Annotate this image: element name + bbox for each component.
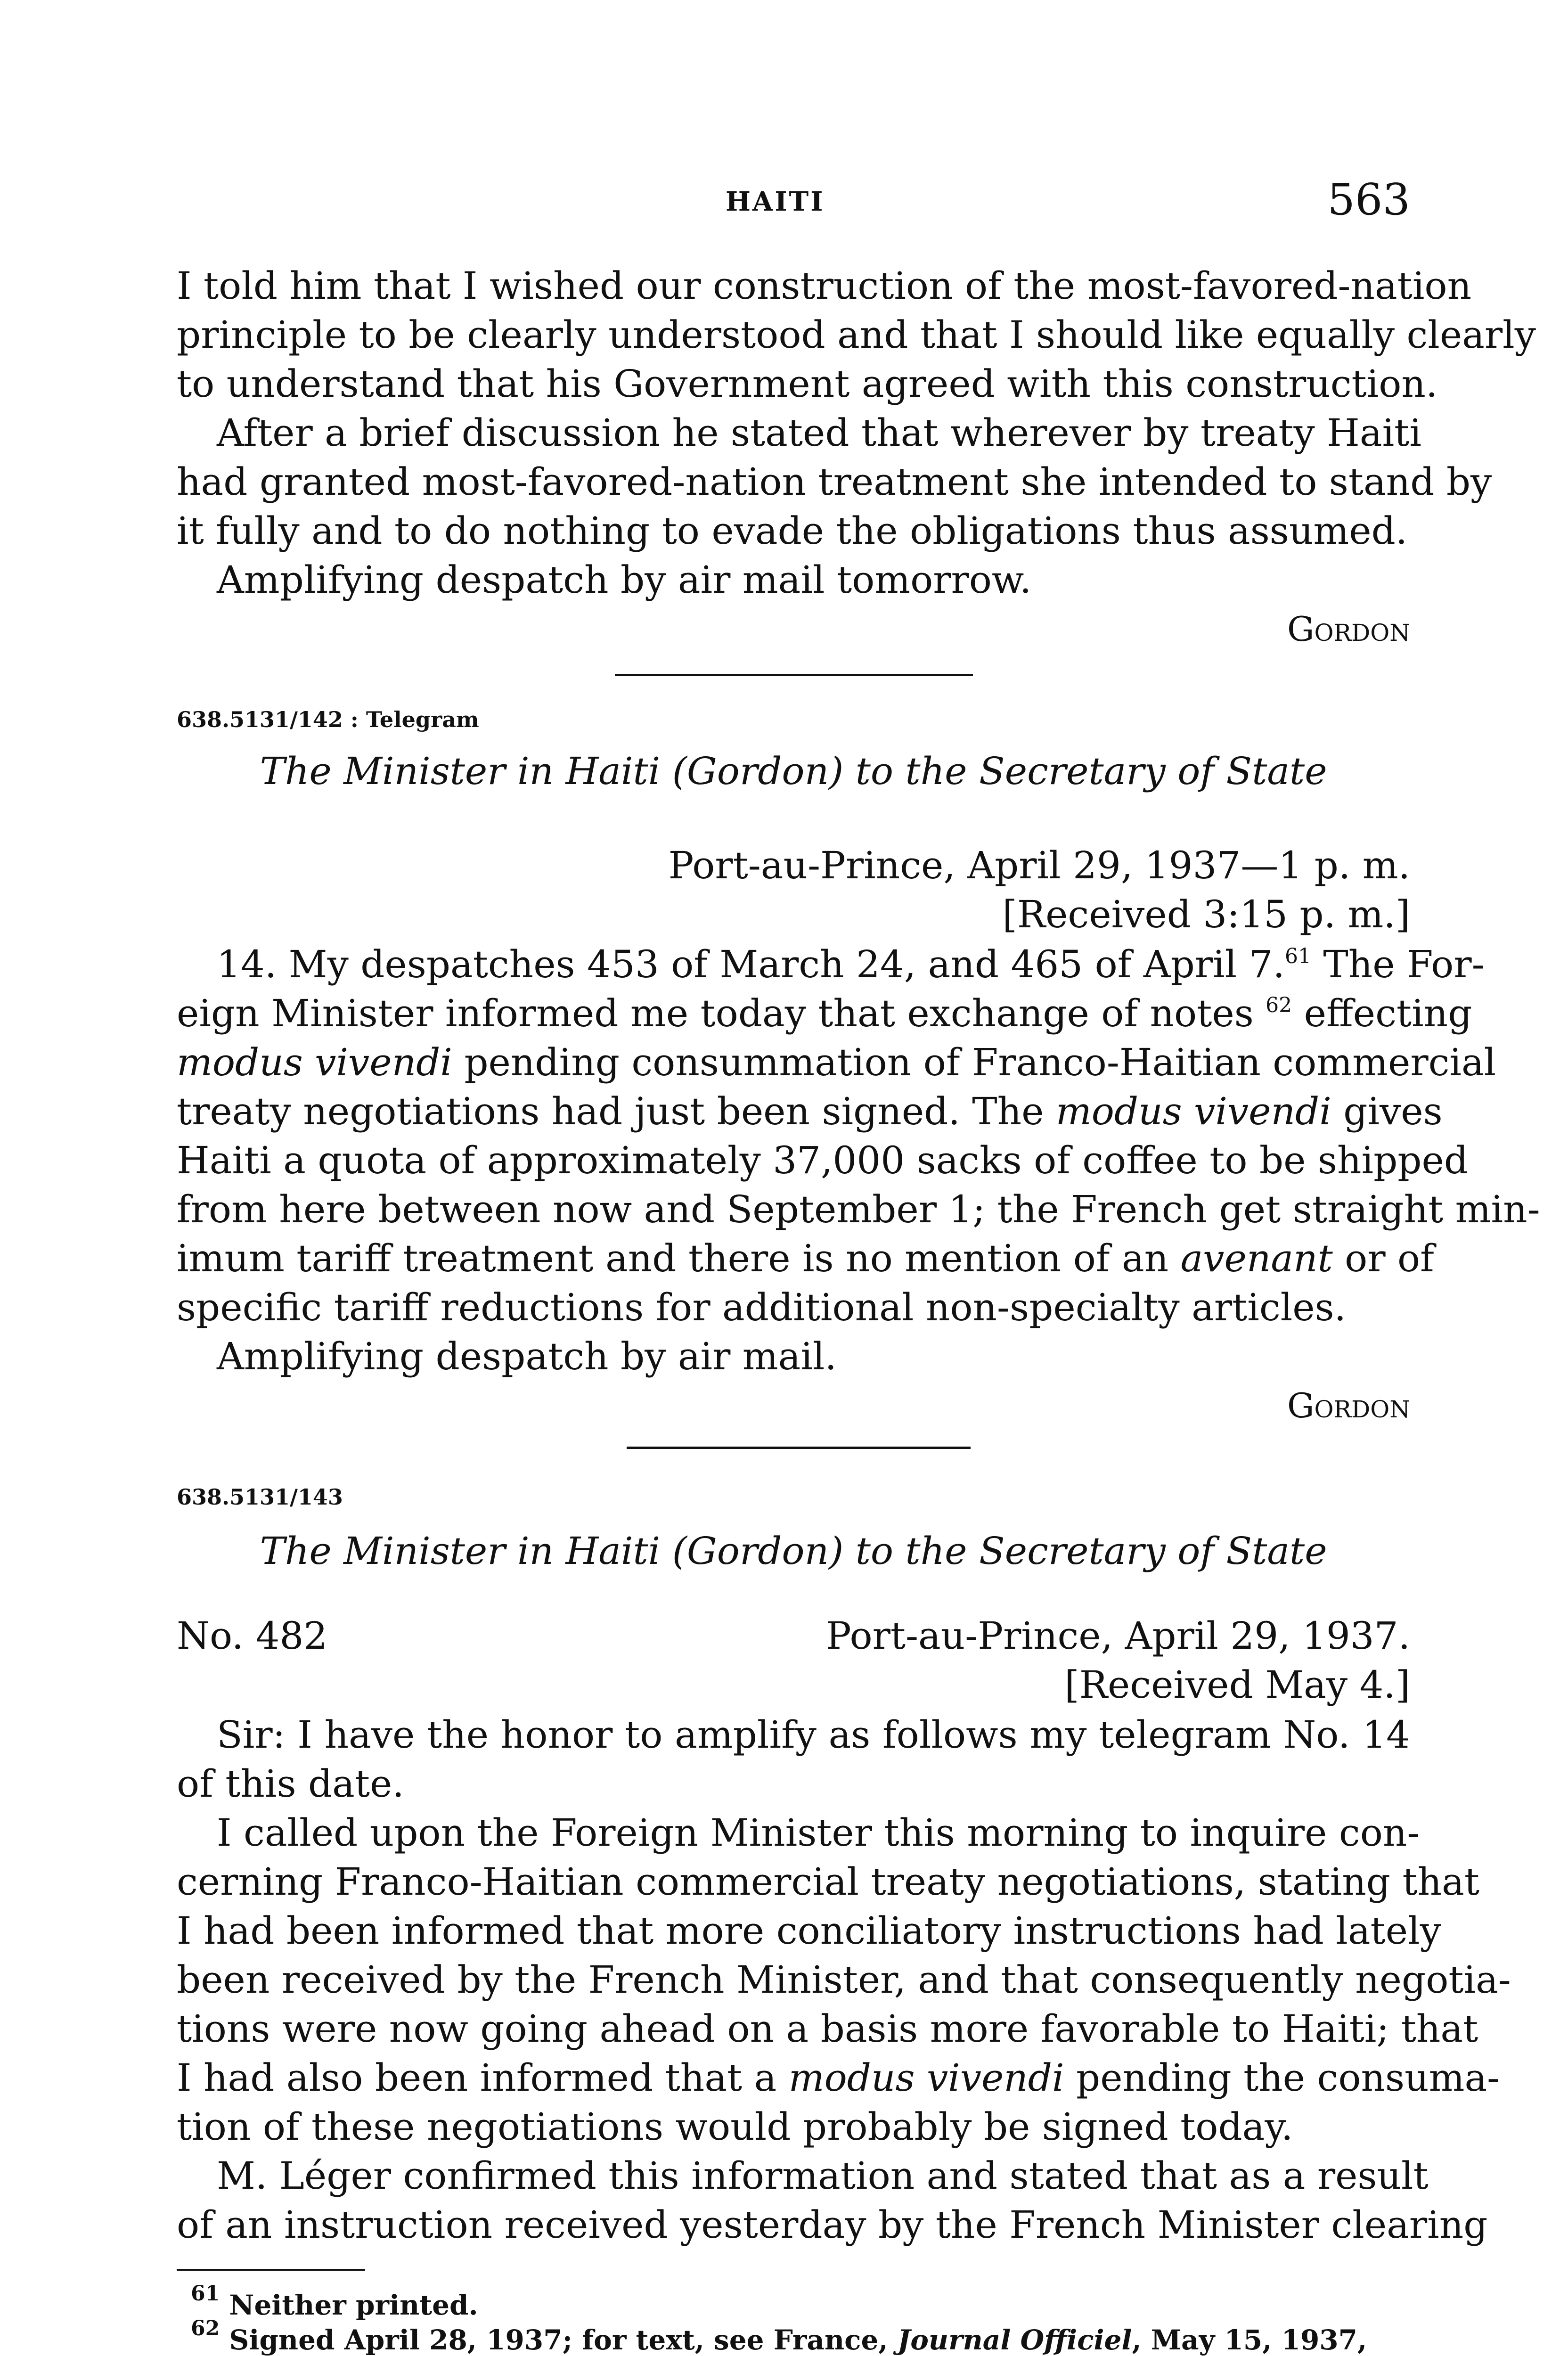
text-line: modus vivendi pending consummation of Franco-Haitian commercial	[177, 1040, 1496, 1084]
text-line: of an instruction received yesterday by the French Minister clearing	[177, 2203, 1488, 2247]
section-divider	[627, 1447, 971, 1449]
telegram-body	[177, 940, 1540, 1430]
letter-continuation	[177, 262, 1536, 654]
signature: Gordon	[1287, 1386, 1410, 1425]
text-line: After a brief discussion he stated that wherever by treaty Haiti	[217, 411, 1421, 455]
text-line: it fully and to do nothing to evade the obligations thus assumed.	[177, 509, 1408, 553]
text-line: I had also been informed that a modus vivendi pending the consuma-	[177, 2056, 1500, 2100]
file-number: 638.5131/142 : Telegram	[177, 707, 479, 732]
text-line: specific tariff reductions for additional non-specialty articles.	[177, 1285, 1347, 1329]
received-line: [Received May 4.]	[1064, 1663, 1410, 1707]
text-line: principle to be clearly understood and that I should like equally clearly	[177, 313, 1536, 357]
document-heading: The Minister in Haiti (Gordon) to the Secretary of State	[260, 1529, 1327, 1573]
text-line: Haiti a quota of approximately 37,000 sacks of coffee to be shipped	[177, 1138, 1469, 1182]
text-line: tion of these negotiations would probably be signed today.	[177, 2105, 1293, 2149]
text-line: had granted most-favored-nation treatment she intended to stand by	[177, 460, 1492, 504]
place-date-line: Port-au-Prince, April 29, 1937—1 p. m.	[668, 843, 1410, 887]
signature: Gordon	[1287, 609, 1410, 649]
despatch-body	[177, 1710, 1511, 2250]
footnotes	[177, 2282, 1410, 2356]
document-heading: The Minister in Haiti (Gordon) to the Secretary of State	[260, 749, 1327, 793]
text-line: been received by the French Minister, and that consequently negotia-	[177, 1958, 1511, 2002]
page-number: 563	[1327, 174, 1410, 225]
running-title: HAITI	[726, 186, 825, 217]
text-line: I called upon the Foreign Minister this morning to inquire con-	[217, 1811, 1420, 1855]
footnote: $^{61}$ Neither printed.	[191, 2282, 478, 2321]
text-line: Amplifying despatch by air mail.	[217, 1334, 837, 1378]
received-line: [Received 3:15 p. m.]	[1002, 892, 1410, 936]
section-divider	[615, 674, 973, 676]
footnote-rule	[177, 2269, 365, 2271]
text-line: I told him that I wished our construction of the most-favored-nation	[177, 264, 1472, 308]
text-line: I had been informed that more conciliatory instructions had lately	[177, 1909, 1441, 1953]
footnote: $^{62}$ Signed April 28, 1937; for text, see France, Journal Officiel, May 15, 1937,	[191, 2316, 1367, 2356]
place-date-line: Port-au-Prince, April 29, 1937.	[825, 1614, 1410, 1658]
place-date	[669, 841, 1410, 939]
text-line: Amplifying despatch by air mail tomorrow.	[217, 558, 1032, 602]
text-line: from here between now and September 1; the French get straight min-	[177, 1187, 1540, 1231]
text-line: treaty negotiations had just been signed. The modus vivendi gives	[177, 1089, 1443, 1133]
text-line: Sir: I have the honor to amplify as follows my telegram No. 14	[217, 1713, 1410, 1757]
text-line: to understand that his Government agreed with this construction.	[177, 362, 1438, 406]
text-line: 14. My despatches 453 of March 24, and 465 of April 7.61 The For-	[217, 942, 1485, 986]
file-number: 638.5131/143	[177, 1484, 343, 1510]
text-line: of this date.	[177, 1762, 404, 1806]
place-date	[826, 1612, 1410, 1710]
text-line: tions were now going ahead on a basis more favorable to Haiti; that	[177, 2007, 1478, 2051]
despatch-number: No. 482	[177, 1614, 328, 1658]
text-line: cerning Franco-Haitian commercial treaty negotiations, stating that	[177, 1860, 1479, 1904]
text-line: imum tariff treatment and there is no mention of an avenant or of	[177, 1236, 1434, 1280]
text-line: M. Léger confirmed this information and stated that as a result	[217, 2154, 1429, 2198]
text-line: eign Minister informed me today that exchange of notes $^{62}$ effecting	[177, 991, 1472, 1035]
